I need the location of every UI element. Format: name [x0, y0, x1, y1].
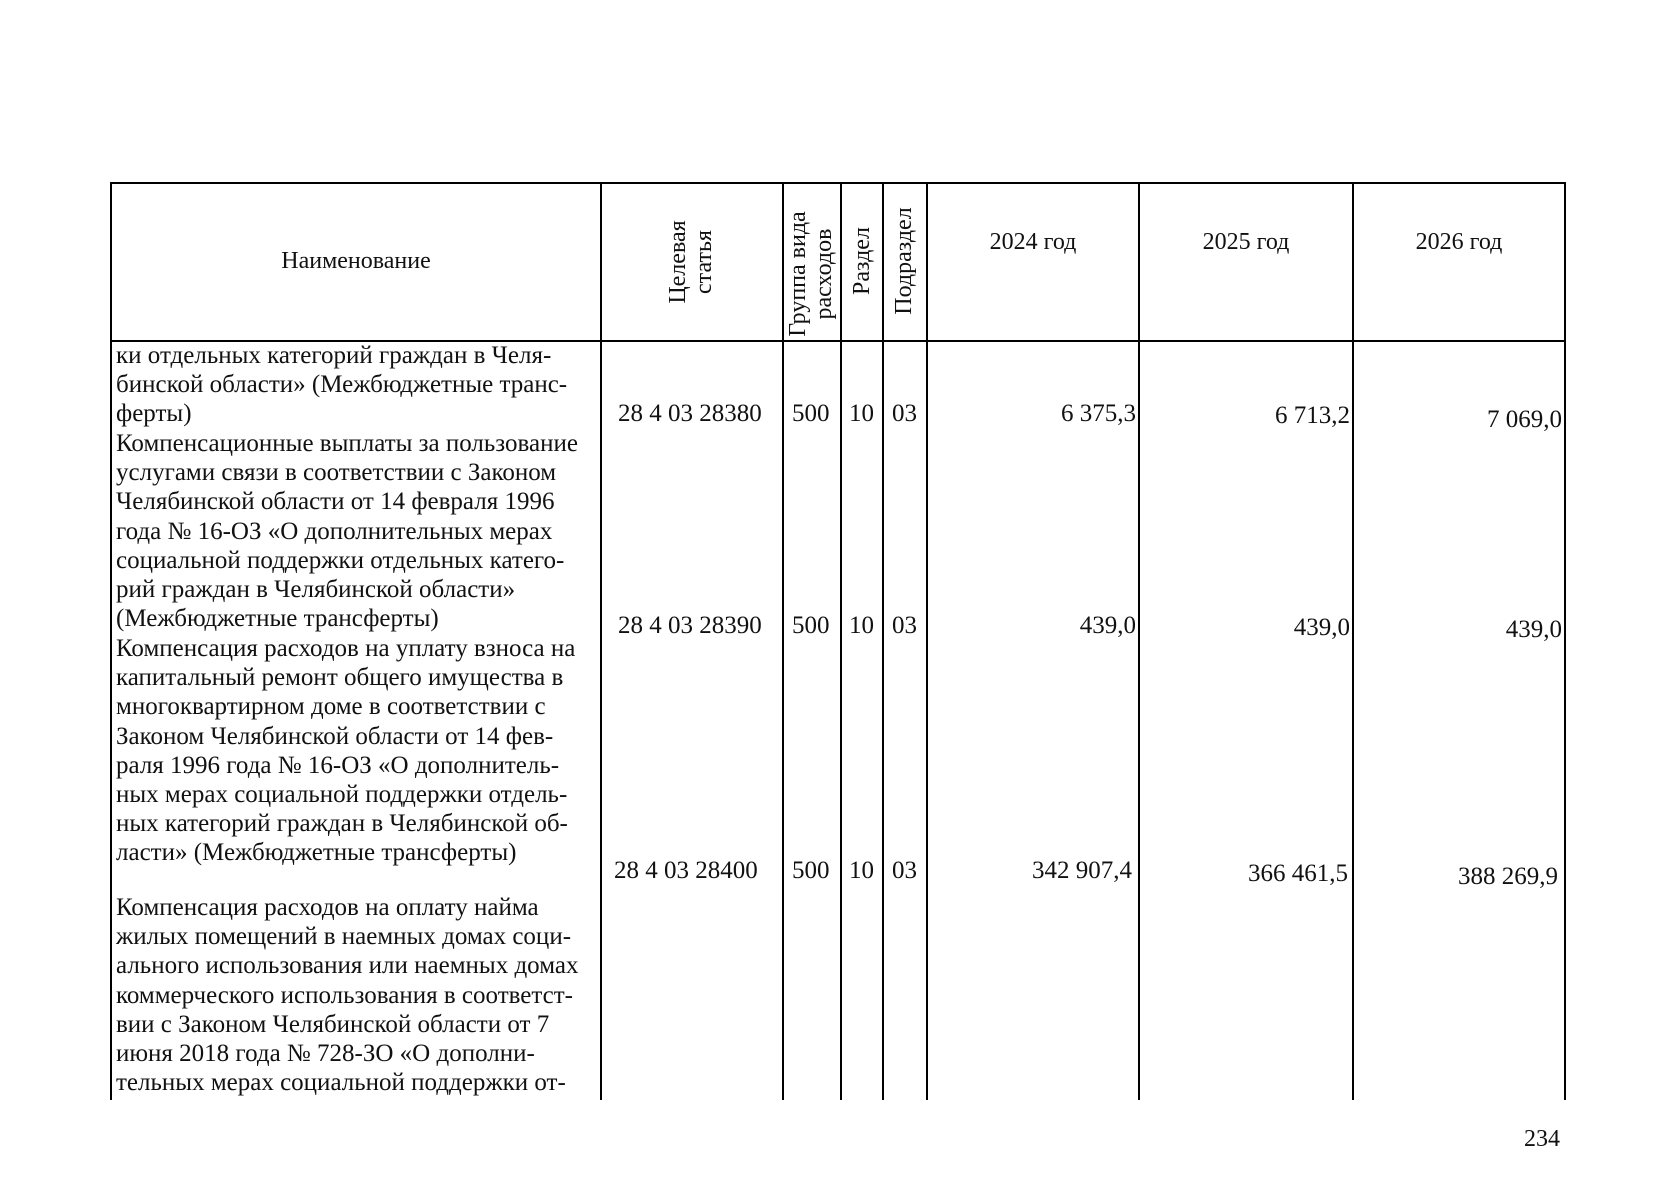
col-border-right	[1564, 182, 1566, 1100]
text-line: (Межбюджетные трансферты)	[116, 605, 439, 633]
row-2-subsection: 03	[892, 612, 917, 639]
text-line: Компенсация расходов на оплату найма	[116, 894, 539, 921]
text-line: Челябинской области от 14 февраля 1996	[116, 488, 555, 516]
row-3-name	[116, 634, 594, 868]
header-section: Раздел	[849, 227, 875, 295]
text-line: ных мерах социальной поддержки отдель-	[116, 781, 568, 809]
text-line: ального использования или наемных домах	[116, 952, 579, 980]
text-line: ных категорий граждан в Челябинской об-	[116, 810, 568, 838]
budget-table	[110, 182, 1566, 1100]
header-2026: 2026 год	[1415, 228, 1503, 255]
header-group-line1: Группа вида	[785, 211, 811, 337]
col-border-2024	[1138, 182, 1140, 1100]
col-border-section	[882, 182, 884, 1100]
header-2024: 2024 год	[989, 228, 1077, 255]
row-1-2025: 6 713,2	[1275, 402, 1350, 429]
col-border-group	[840, 182, 842, 1100]
text-line: тельных мерах социальной поддержки от-	[116, 1069, 566, 1097]
row-2-2025: 439,0	[1293, 614, 1350, 641]
header-target-line1: Целевая	[665, 220, 691, 304]
row-2-name	[116, 429, 594, 633]
text-line: Компенсация расходов на уплату взноса на	[116, 635, 576, 662]
row-2-section: 10	[849, 612, 874, 639]
text-line: раля 1996 года № 16-ОЗ «О дополнитель-	[116, 751, 560, 779]
row-2-group: 500	[792, 612, 830, 639]
row-3-2025: 366 461,5	[1248, 860, 1348, 887]
row-1-subsection: 03	[892, 400, 917, 427]
row-3-2026: 388 269,9	[1458, 863, 1558, 890]
row-3-section: 10	[849, 857, 874, 884]
text-line: многоквартирном доме в соответствии с	[116, 693, 546, 721]
text-line: рий граждан в Челябинской области»	[116, 576, 516, 604]
row-3-2024: 342 907,4	[1032, 857, 1132, 884]
header-2025: 2025 год	[1202, 228, 1290, 255]
text-line: социальной поддержки отдельных катего-	[116, 546, 565, 574]
row-4-name	[116, 893, 594, 1097]
header-target	[665, 187, 717, 337]
text-line: ферты)	[116, 400, 192, 428]
text-line: Законом Челябинской области от 14 фев-	[116, 722, 554, 750]
row-1-2026: 7 069,0	[1487, 406, 1562, 433]
row-3-subsection: 03	[892, 857, 917, 884]
text-line: июня 2018 года № 728-ЗО «О дополни-	[116, 1040, 535, 1068]
text-line: коммерческого использования в соответст-	[116, 981, 573, 1009]
text-line: услугами связи в соответствии с Законом	[116, 459, 557, 487]
col-border-subsection	[926, 182, 928, 1100]
text-line: года № 16-ОЗ «О дополнительных мерах	[116, 517, 553, 545]
header-subsection: Подраздел	[891, 207, 917, 315]
col-border-2025	[1352, 182, 1354, 1100]
row-1-code: 28 4 03 28380	[618, 400, 762, 427]
header-name: Наименование	[281, 247, 431, 274]
header-target-line2: статья	[691, 230, 717, 294]
text-line: ки отдельных категорий граждан в Челя-	[116, 342, 552, 369]
row-1-section: 10	[849, 400, 874, 427]
text-line: ласти» (Межбюджетные трансферты)	[116, 839, 517, 867]
row-2-code: 28 4 03 28390	[618, 612, 762, 639]
text-line: капитальный ремонт общего имущества в	[116, 664, 564, 692]
row-3-code: 28 4 03 28400	[614, 857, 758, 884]
row-3-group: 500	[792, 857, 830, 884]
row-1-2024: 6 375,3	[1061, 400, 1136, 427]
row-2-2026: 439,0	[1505, 616, 1562, 643]
header-group-line2: расходов	[811, 228, 837, 320]
row-2-2024: 439,0	[1079, 612, 1136, 639]
page-number: 234	[1524, 1126, 1560, 1152]
header-group	[785, 200, 837, 348]
col-border-name	[600, 182, 602, 1100]
row-1-name	[116, 341, 594, 429]
text-line: Компенсационные выплаты за пользование	[116, 430, 578, 457]
text-line: жилых помещений в наемных домах соци-	[116, 923, 572, 951]
text-line: вии с Законом Челябинской области от 7	[116, 1010, 550, 1038]
row-1-group: 500	[792, 400, 830, 427]
col-border-target	[782, 182, 784, 1100]
text-line: бинской области» (Межбюджетные транс-	[116, 371, 568, 399]
